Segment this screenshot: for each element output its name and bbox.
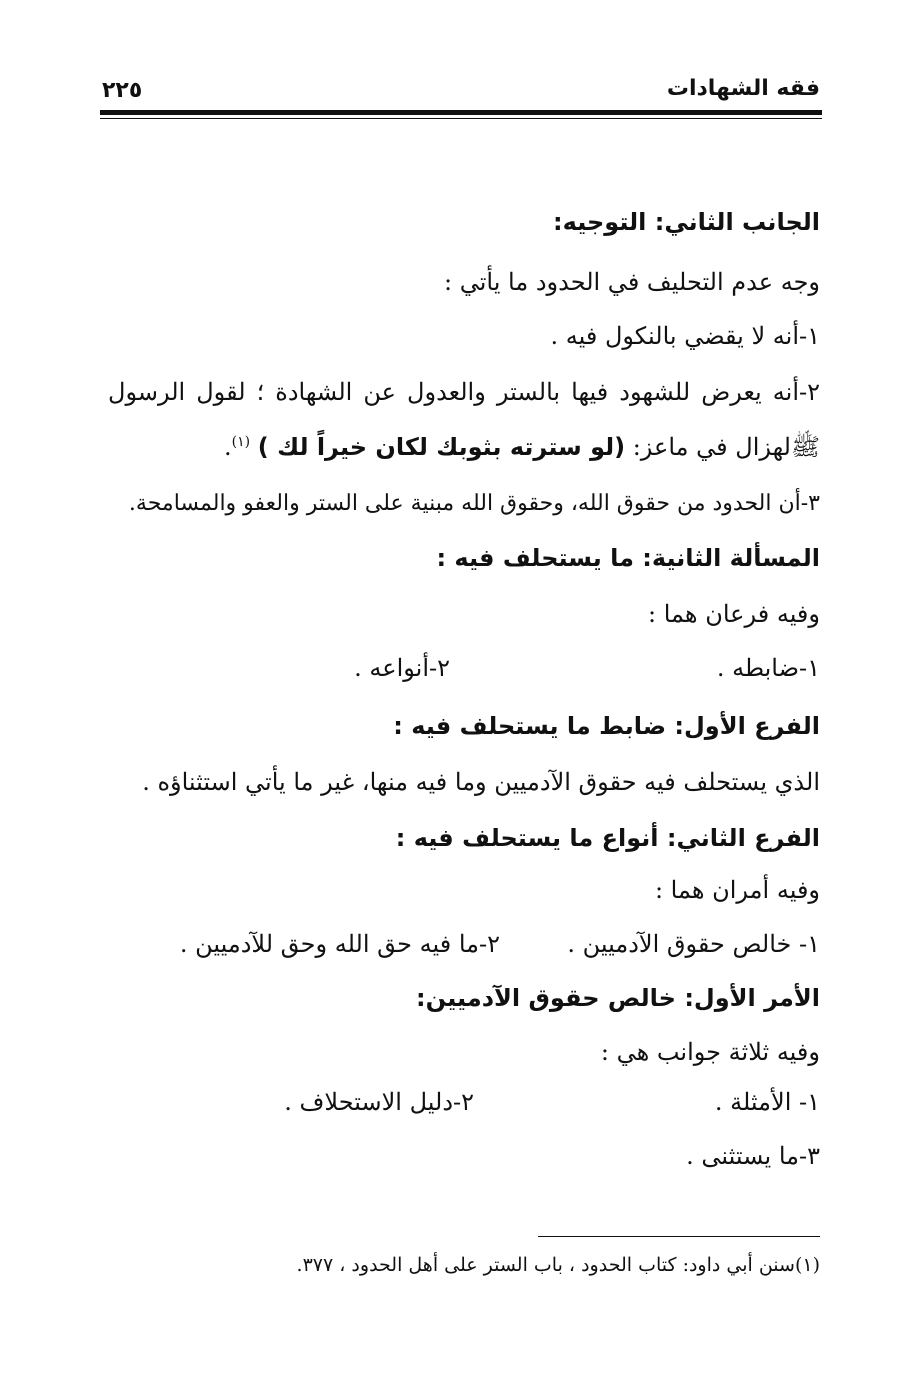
section-heading: الفرع الثاني: أنواع ما يستحلف فيه : — [395, 824, 820, 852]
list-item: ١- الأمثلة . — [714, 1088, 820, 1116]
list-item: ١-ضابطه . — [716, 654, 820, 682]
paragraph: وفيه ثلاثة جوانب هي : — [600, 1038, 820, 1066]
page-number: ٢٢٥ — [102, 78, 143, 103]
list-item: ٢-أنه يعرض للشهود فيها بالستر والعدول عن الشهادة ؛ لقول الرسول — [108, 378, 820, 406]
period: . — [224, 433, 232, 461]
section-heading: الفرع الأول: ضابط ما يستحلف فيه : — [393, 712, 820, 740]
list-item: ٢-دليل الاستحلاف . — [284, 1088, 474, 1116]
paragraph: وفيه فرعان هما : — [648, 600, 820, 628]
list-item: ٣-أن الحدود من حقوق الله، وحقوق الله مبنية على الستر والعفو والمسامحة. — [128, 491, 820, 516]
running-header-title: فقه الشهادات — [666, 76, 820, 101]
paragraph: وفيه أمران هما : — [654, 876, 820, 904]
list-item: ١- خالص حقوق الآدميين . — [567, 930, 820, 958]
footnote-rule — [538, 1236, 820, 1237]
paragraph: الذي يستحلف فيه حقوق الآدميين وما فيه منها، غير ما يأتي استثناؤه . — [142, 768, 820, 796]
paragraph-continuation — [224, 424, 820, 465]
text-span: لهزال في ماعز: — [625, 433, 791, 461]
footnote-reference: (١) — [231, 434, 251, 450]
section-heading: الجانب الثاني: التوجيه: — [553, 208, 820, 236]
footnote: (١)سنن أبي داود: كتاب الحدود ، باب الستر على أهل الحدود ، ٣٧٧. — [296, 1254, 820, 1276]
header-rule — [100, 110, 822, 115]
list-item: ٢-أنواعه . — [354, 654, 450, 682]
section-heading: الأمر الأول: خالص حقوق الآدميين: — [416, 984, 820, 1012]
list-item: ٣-ما يستثنى . — [686, 1142, 820, 1170]
paragraph: وجه عدم التحليف في الحدود ما يأتي : — [444, 268, 820, 296]
hadith-quote: (لو سترته بثوبك لكان خيراً لك ) — [257, 433, 626, 461]
section-heading: المسألة الثانية: ما يستحلف فيه : — [436, 544, 820, 572]
list-item: ١-أنه لا يقضي بالنكول فيه . — [550, 322, 820, 350]
list-item: ٢-ما فيه حق الله وحق للآدميين . — [179, 930, 500, 958]
header-rule-thin — [100, 118, 822, 119]
salutation-glyph: ﷺ — [791, 433, 820, 461]
